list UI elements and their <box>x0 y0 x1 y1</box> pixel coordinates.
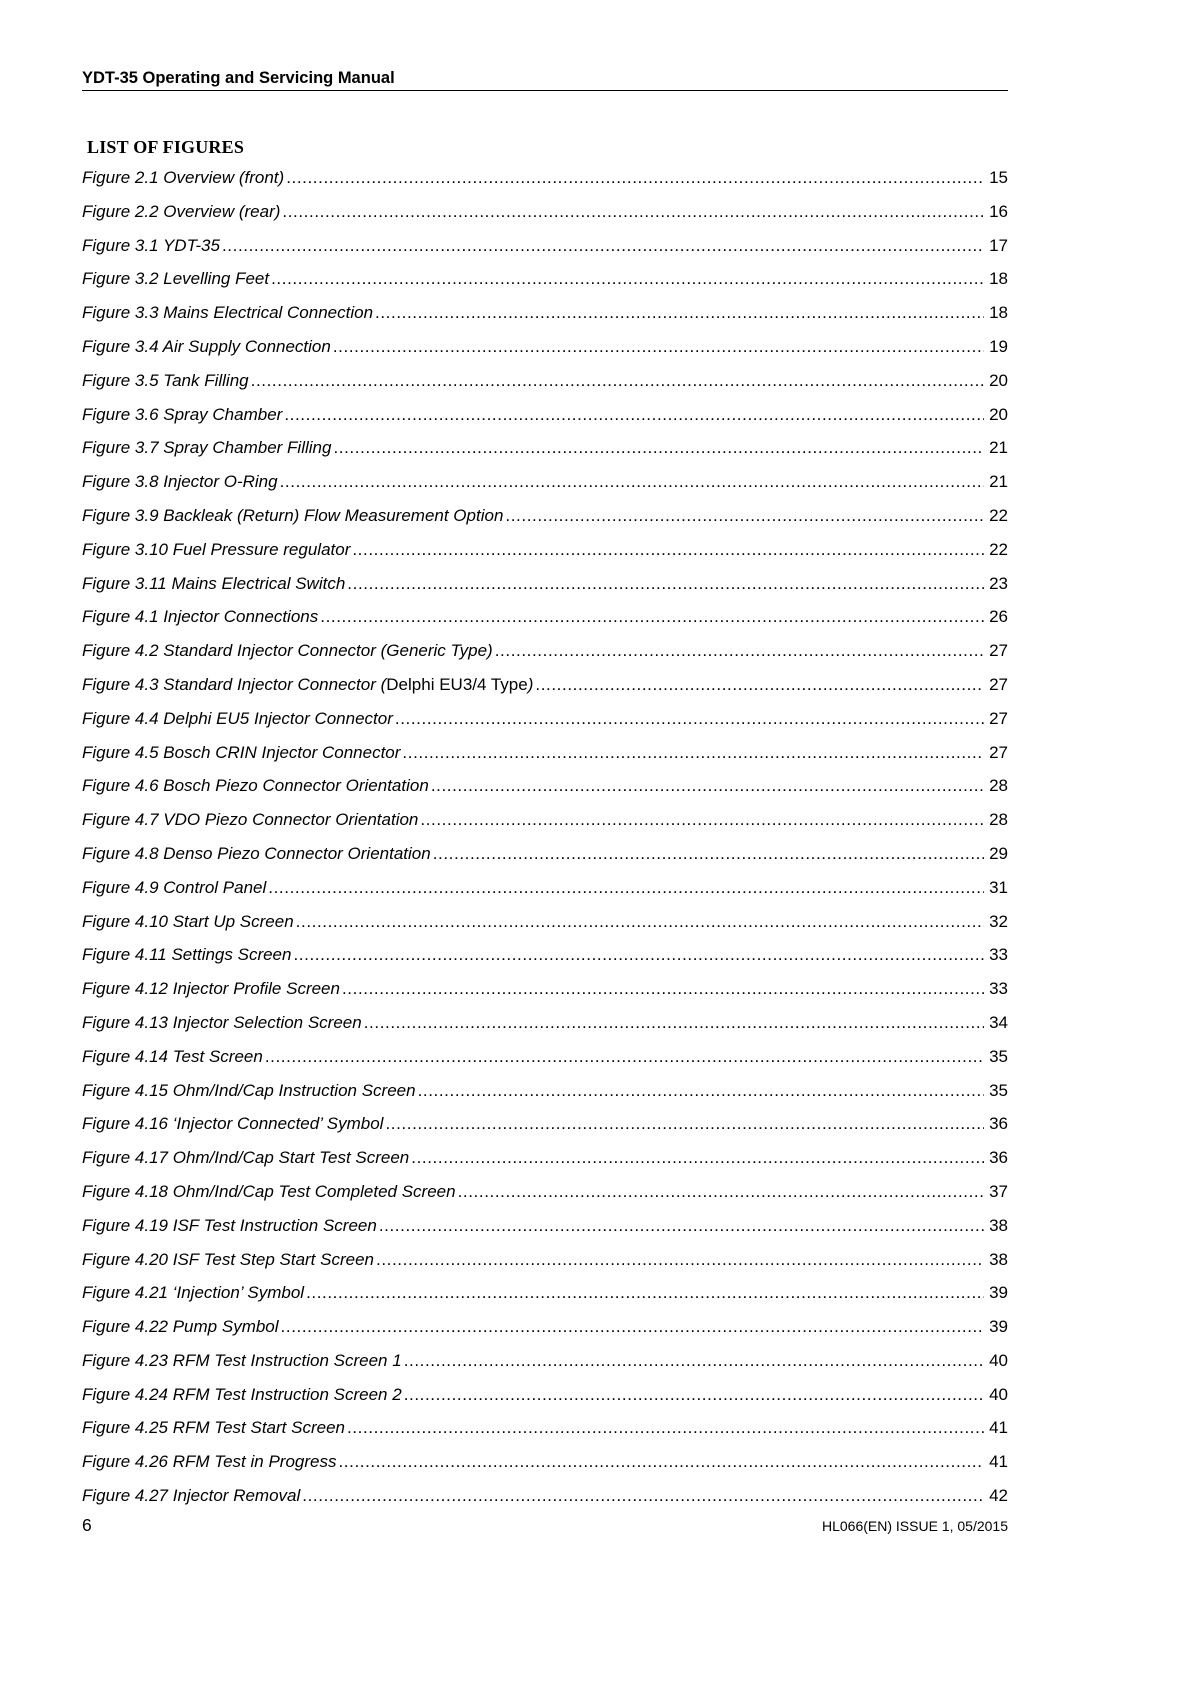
dot-leader <box>280 471 984 493</box>
figure-entry-label-part: Delphi EU3/4 Type <box>386 674 528 694</box>
dot-leader <box>418 1080 984 1102</box>
figure-entry[interactable] <box>82 1147 1008 1181</box>
figure-entry[interactable] <box>82 471 1008 505</box>
figure-entry-page: 37 <box>989 1181 1008 1201</box>
figure-entry-label: Figure 3.3 Mains Electrical Connection <box>82 303 374 323</box>
dot-leader <box>338 1451 984 1473</box>
figure-entry[interactable] <box>82 1384 1008 1418</box>
figure-entry-label <box>82 674 533 696</box>
dot-leader <box>420 809 984 831</box>
figure-entry-page: 41 <box>989 1418 1008 1438</box>
figure-entry-page: 33 <box>989 945 1008 965</box>
figure-entry-page: 36 <box>989 1114 1008 1134</box>
figure-entry-page: 28 <box>989 776 1008 796</box>
figure-entry[interactable] <box>82 404 1008 438</box>
figure-entry-page: 22 <box>989 539 1008 559</box>
dot-leader <box>281 1316 984 1338</box>
figure-entry[interactable] <box>82 1451 1008 1485</box>
figure-list <box>82 167 1008 1519</box>
figure-entry[interactable] <box>82 1417 1008 1451</box>
figure-entry-page: 34 <box>989 1012 1008 1032</box>
figure-entry-label: Figure 3.11 Mains Electrical Switch <box>82 573 346 593</box>
figure-entry-label: Figure 4.18 Ohm/Ind/Cap Test Completed Screen <box>82 1181 456 1201</box>
dot-leader <box>296 911 984 933</box>
issue-info: HL066(EN) ISSUE 1, 05/2015 <box>822 1518 1008 1534</box>
figure-entry-label: Figure 4.4 Delphi EU5 Injector Connector <box>82 708 393 728</box>
figure-entry[interactable] <box>82 302 1008 336</box>
figure-entry-label: Figure 4.21 ‘Injection’ Symbol <box>82 1283 305 1303</box>
figure-entry-label: Figure 3.2 Levelling Feet <box>82 269 270 289</box>
dot-leader <box>284 404 984 426</box>
figure-entry-page: 28 <box>989 810 1008 830</box>
figure-entry-label: Figure 3.10 Fuel Pressure regulator <box>82 539 351 559</box>
figure-entry-label: Figure 3.9 Backleak (Return) Flow Measurement Option <box>82 505 504 525</box>
figure-entry[interactable] <box>82 1316 1008 1350</box>
dot-leader <box>402 742 984 764</box>
figure-entry-label: Figure 4.8 Denso Piezo Connector Orientation <box>82 843 431 863</box>
figure-entry[interactable] <box>82 268 1008 302</box>
figure-entry-label: Figure 4.5 Bosch CRIN Injector Connector <box>82 742 401 762</box>
figure-entry-page: 27 <box>989 742 1008 762</box>
figure-entry[interactable] <box>82 1350 1008 1384</box>
manual-title: YDT-35 Operating and Servicing Manual <box>82 69 395 87</box>
dot-leader <box>251 370 984 392</box>
dot-leader <box>385 1113 984 1135</box>
figure-entry[interactable] <box>82 944 1008 978</box>
dot-leader <box>293 944 984 966</box>
figure-entry-page: 18 <box>989 269 1008 289</box>
figure-entry-page: 18 <box>989 303 1008 323</box>
figure-entry[interactable] <box>82 775 1008 809</box>
figure-entry-label: Figure 3.7 Spray Chamber Filling <box>82 438 332 458</box>
figure-entry-page: 41 <box>989 1452 1008 1472</box>
figure-entry[interactable] <box>82 1113 1008 1147</box>
dot-leader <box>271 268 984 290</box>
dot-leader <box>411 1147 984 1169</box>
figure-entry-page: 19 <box>989 336 1008 356</box>
figure-entry[interactable] <box>82 843 1008 877</box>
figure-entry[interactable] <box>82 201 1008 235</box>
dot-leader <box>433 843 984 865</box>
figure-entry-label-part: Figure 4.3 Standard Injector Connector ( <box>82 674 387 694</box>
figure-entry[interactable] <box>82 708 1008 742</box>
dot-leader <box>265 1046 984 1068</box>
dot-leader <box>458 1181 984 1203</box>
figure-entry-label: Figure 4.14 Test Screen <box>82 1046 263 1066</box>
dot-leader <box>352 539 984 561</box>
figure-entry-page: 42 <box>989 1486 1008 1506</box>
figure-entry-page: 38 <box>989 1249 1008 1269</box>
list-heading: LIST OF FIGURES <box>87 137 245 157</box>
figure-entry-label: Figure 4.1 Injector Connections <box>82 607 319 627</box>
figure-entry[interactable] <box>82 1215 1008 1249</box>
figure-entry-page: 35 <box>989 1080 1008 1100</box>
dot-leader <box>347 573 984 595</box>
figure-entry[interactable] <box>82 606 1008 640</box>
dot-leader <box>306 1282 984 1304</box>
figure-entry-label: Figure 4.25 RFM Test Start Screen <box>82 1418 345 1438</box>
figure-entry[interactable] <box>82 1080 1008 1114</box>
figure-entry-page: 22 <box>989 505 1008 525</box>
figure-entry[interactable] <box>82 505 1008 539</box>
figure-entry[interactable] <box>82 978 1008 1012</box>
figure-entry-label: Figure 3.6 Spray Chamber <box>82 404 283 424</box>
figure-entry[interactable] <box>82 1181 1008 1215</box>
dot-leader <box>222 235 984 257</box>
figure-entry[interactable] <box>82 437 1008 471</box>
figure-entry[interactable] <box>82 1485 1008 1519</box>
page-number: 6 <box>82 1515 92 1535</box>
figure-entry-page: 39 <box>989 1317 1008 1337</box>
figure-entry-page: 20 <box>989 370 1008 390</box>
dot-leader <box>495 640 984 662</box>
figure-entry-label: Figure 4.6 Bosch Piezo Connector Orientation <box>82 776 429 796</box>
dot-leader <box>395 708 984 730</box>
figure-entry-label: Figure 4.12 Injector Profile Screen <box>82 979 340 999</box>
figure-entry-label: Figure 4.2 Standard Injector Connector (Generic Type) <box>82 641 493 661</box>
figure-entry-label: Figure 4.10 Start Up Screen <box>82 911 294 931</box>
dot-leader <box>268 877 984 899</box>
figure-entry[interactable] <box>82 1282 1008 1316</box>
dot-leader <box>404 1384 984 1406</box>
figure-entry-label: Figure 4.23 RFM Test Instruction Screen 1 <box>82 1350 402 1370</box>
figure-entry-page: 20 <box>989 404 1008 424</box>
figure-entry-page: 16 <box>989 201 1008 221</box>
figure-entry-page: 38 <box>989 1215 1008 1235</box>
figure-entry-page: 26 <box>989 607 1008 627</box>
dot-leader <box>320 606 984 628</box>
dot-leader <box>302 1485 984 1507</box>
figure-entry[interactable] <box>82 370 1008 404</box>
figure-entry-label: Figure 4.11 Settings Screen <box>82 945 292 965</box>
figure-entry-label: Figure 4.17 Ohm/Ind/Cap Start Test Screen <box>82 1148 410 1168</box>
figure-entry-label: Figure 4.22 Pump Symbol <box>82 1317 279 1337</box>
figure-entry-page: 35 <box>989 1046 1008 1066</box>
figure-entry-page: 32 <box>989 911 1008 931</box>
figure-entry[interactable] <box>82 1046 1008 1080</box>
figure-entry-page: 31 <box>989 877 1008 897</box>
figure-entry-page: 21 <box>989 472 1008 492</box>
figure-entry-label: Figure 4.27 Injector Removal <box>82 1486 301 1506</box>
figure-entry[interactable] <box>82 336 1008 370</box>
dot-leader <box>364 1012 984 1034</box>
dot-leader <box>342 978 984 1000</box>
figure-entry[interactable] <box>82 235 1008 269</box>
figure-entry-label: Figure 4.16 ‘Injector Connected’ Symbol <box>82 1114 384 1134</box>
figure-entry-label: Figure 4.7 VDO Piezo Connector Orientation <box>82 810 419 830</box>
figure-entry-label: Figure 4.15 Ohm/Ind/Cap Instruction Screen <box>82 1080 416 1100</box>
dot-leader <box>333 437 984 459</box>
figure-entry-label: Figure 3.8 Injector O-Ring <box>82 472 278 492</box>
figure-entry[interactable] <box>82 640 1008 674</box>
figure-entry-page: 36 <box>989 1148 1008 1168</box>
dot-leader <box>535 674 984 696</box>
figure-entry[interactable] <box>82 539 1008 573</box>
figure-entry[interactable] <box>82 877 1008 911</box>
dot-leader <box>379 1215 984 1237</box>
figure-entry-page: 23 <box>989 573 1008 593</box>
figure-entry-label: Figure 3.5 Tank Filling <box>82 370 249 390</box>
dot-leader <box>333 336 984 358</box>
dot-leader <box>404 1350 984 1372</box>
dot-leader <box>286 167 984 189</box>
figure-entry[interactable] <box>82 167 1008 201</box>
figure-entry[interactable] <box>82 573 1008 607</box>
dot-leader <box>375 302 984 324</box>
figure-entry-page: 33 <box>989 979 1008 999</box>
figure-entry-page: 27 <box>989 641 1008 661</box>
page-header <box>82 68 1008 91</box>
figure-entry-page: 27 <box>989 708 1008 728</box>
figure-entry[interactable] <box>82 911 1008 945</box>
dot-leader <box>376 1249 984 1271</box>
figure-entry-page: 27 <box>989 674 1008 694</box>
figure-entry[interactable] <box>82 1012 1008 1046</box>
figure-entry-page: 40 <box>989 1384 1008 1404</box>
figure-entry-page: 39 <box>989 1283 1008 1303</box>
figure-entry-label: Figure 2.1 Overview (front) <box>82 168 285 187</box>
figure-entry[interactable] <box>82 742 1008 776</box>
figure-entry-label: Figure 4.20 ISF Test Step Start Screen <box>82 1249 374 1269</box>
figure-entry-page: 29 <box>989 843 1008 863</box>
dot-leader <box>347 1417 984 1439</box>
figure-entry-label: Figure 2.2 Overview (rear) <box>82 201 281 221</box>
figure-entry-label: Figure 4.9 Control Panel <box>82 877 267 897</box>
figure-entry-label-part: ) <box>527 674 534 694</box>
figure-entry[interactable] <box>82 674 1008 708</box>
figure-entry-label: Figure 4.13 Injector Selection Screen <box>82 1012 362 1032</box>
figure-entry-label: Figure 4.24 RFM Test Instruction Screen 2 <box>82 1384 402 1404</box>
figure-entry-label: Figure 4.19 ISF Test Instruction Screen <box>82 1215 377 1235</box>
figure-entry-label: Figure 4.26 RFM Test in Progress <box>82 1452 337 1472</box>
figure-entry[interactable] <box>82 809 1008 843</box>
dot-leader <box>505 505 984 527</box>
figure-entry-page: 40 <box>989 1350 1008 1370</box>
dot-leader <box>282 201 984 223</box>
figure-entry-label: Figure 3.4 Air Supply Connection <box>82 336 331 356</box>
figure-entry-page: 15 <box>989 168 1008 187</box>
figure-entry-page: 21 <box>989 438 1008 458</box>
dot-leader <box>431 775 984 797</box>
figure-entry-page: 17 <box>989 235 1008 255</box>
figure-entry[interactable] <box>82 1249 1008 1283</box>
figure-entry-label: Figure 3.1 YDT-35 <box>82 235 220 255</box>
